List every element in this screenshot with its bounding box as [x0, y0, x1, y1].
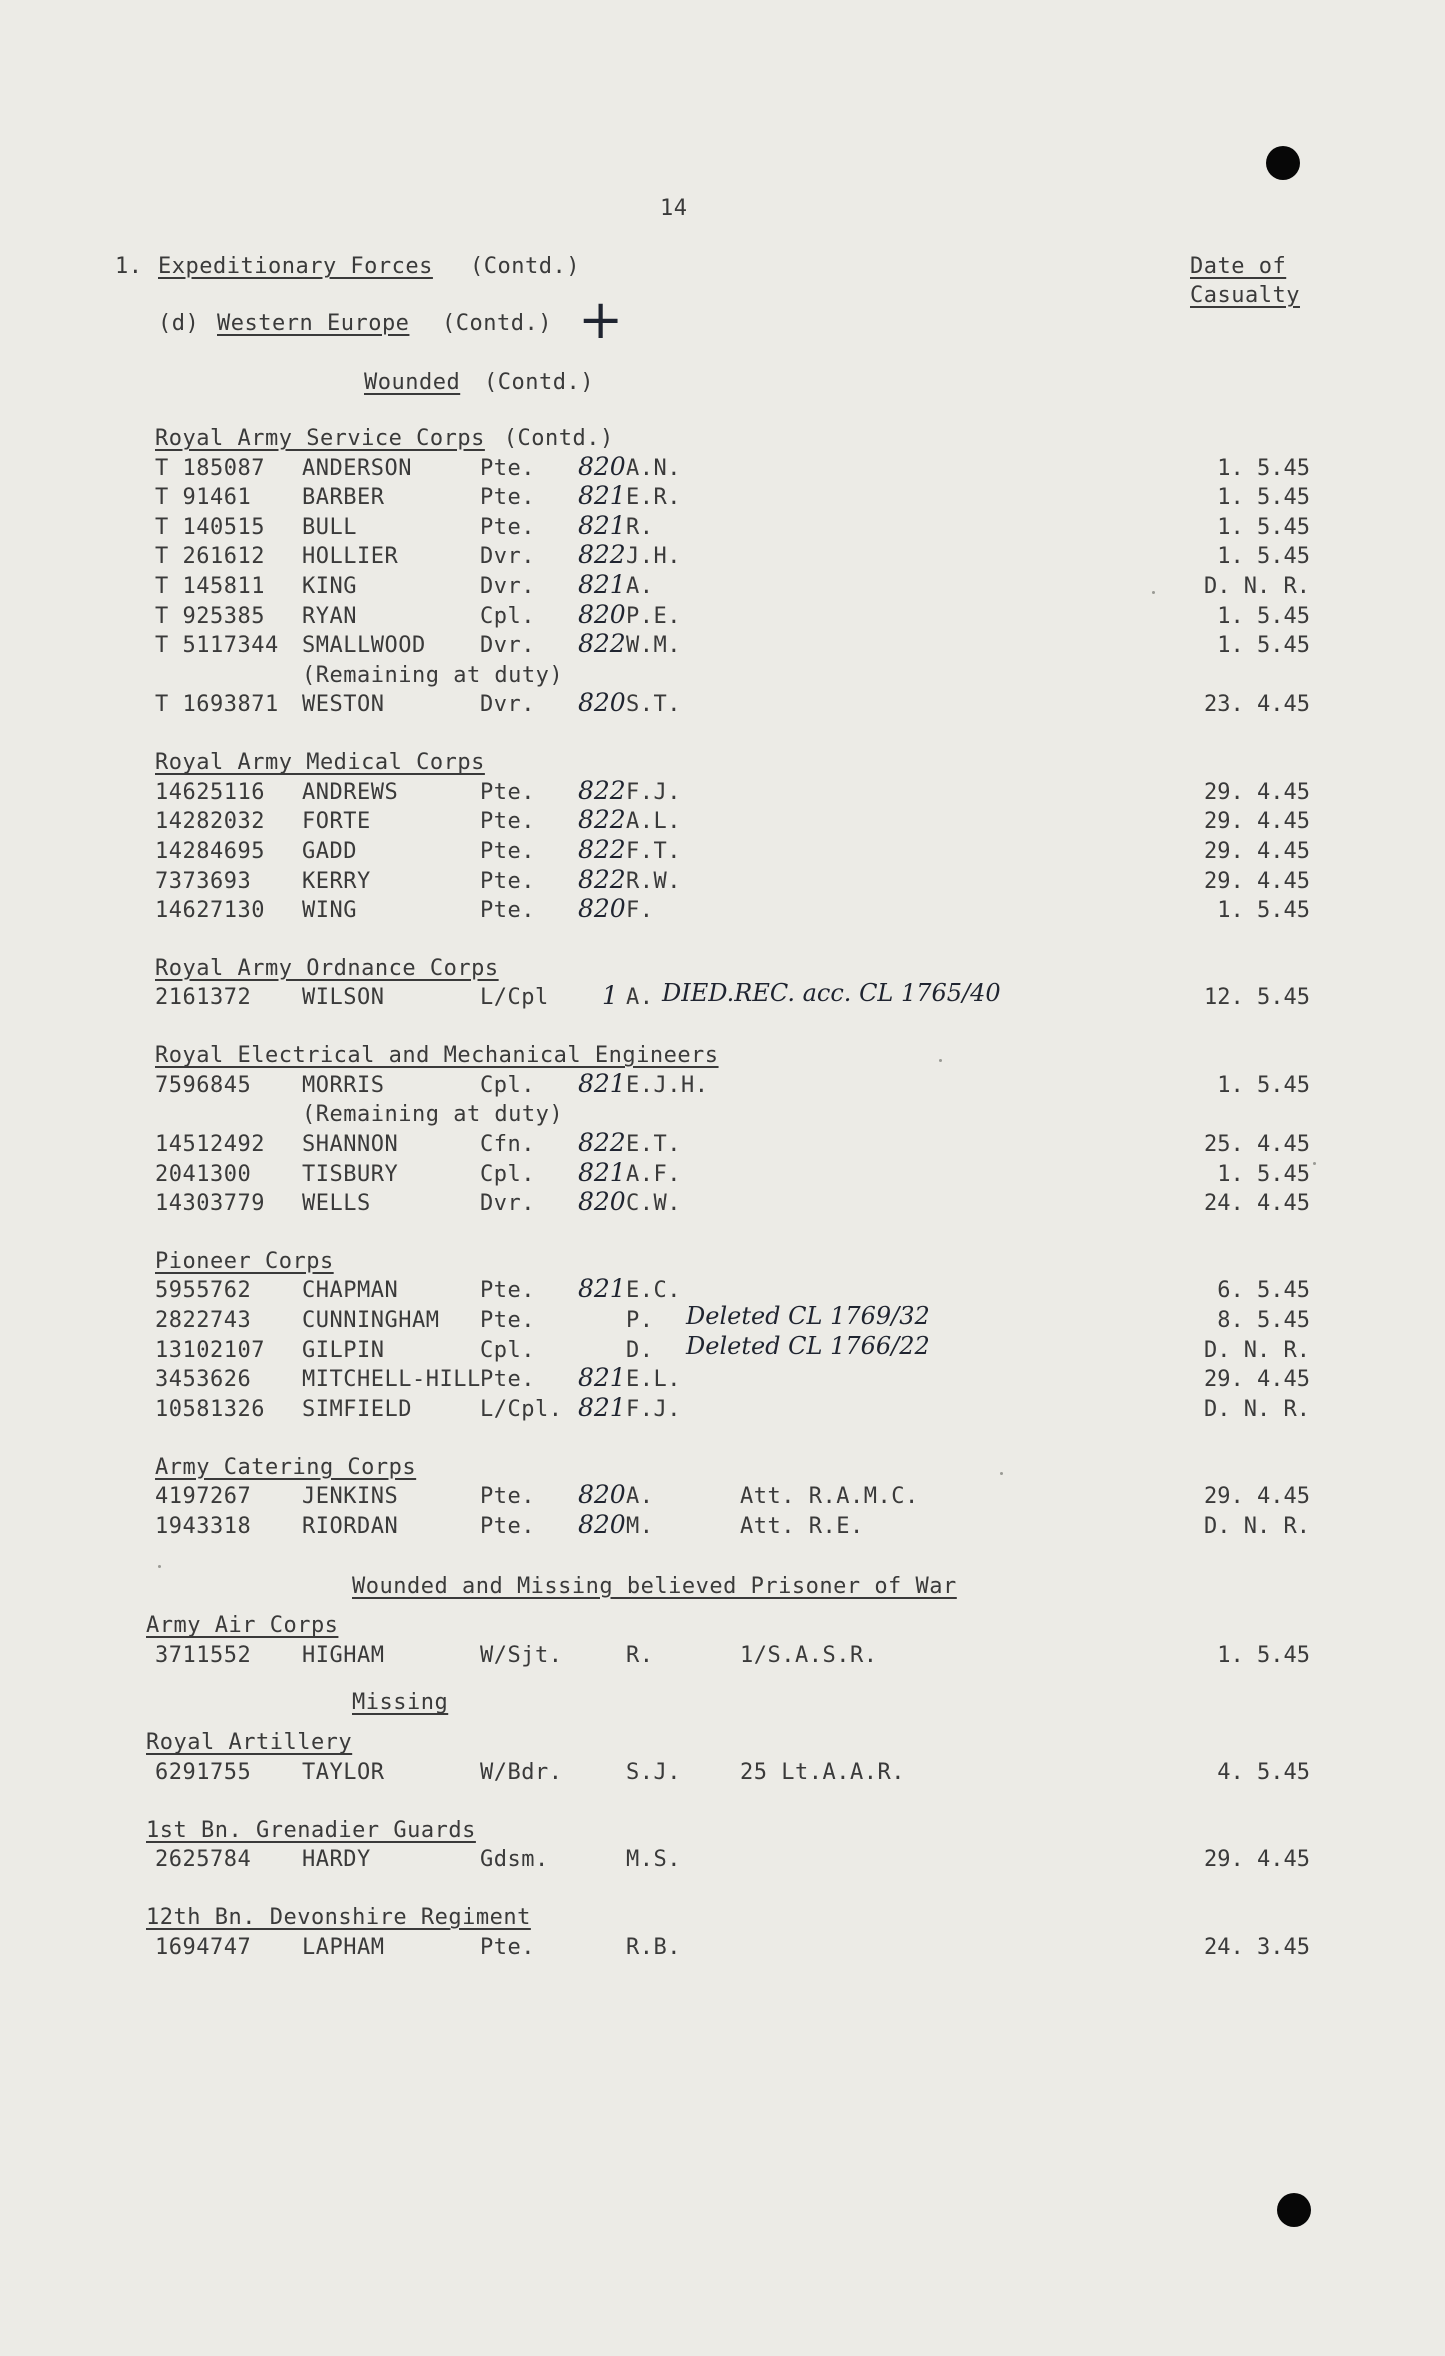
- handwritten-code: 821: [578, 1157, 626, 1187]
- speck: [939, 1059, 942, 1062]
- missing-heading: Missing: [352, 1690, 449, 1716]
- handwritten-code: 822: [578, 834, 626, 864]
- corps-heading: Army Air Corps: [146, 1613, 339, 1639]
- service-number: T 261612: [155, 544, 265, 570]
- rank: Pte.: [480, 1934, 535, 1960]
- initials: F.J.: [626, 779, 681, 805]
- casualty-date: D. N. R.: [1204, 1396, 1310, 1422]
- rank: L/Cpl: [480, 985, 549, 1011]
- casualty-name: GADD: [302, 838, 357, 864]
- casualty-date: 1. 5.45: [1217, 898, 1310, 924]
- rank: Gdsm.: [480, 1847, 549, 1873]
- handwritten-code: 820: [578, 599, 626, 629]
- rank: Pte.: [480, 485, 535, 511]
- casualty-name: TISBURY: [302, 1161, 399, 1187]
- casualty-name: SMALLWOOD: [302, 633, 426, 659]
- date-header-line2: Casualty: [1190, 283, 1300, 308]
- handwritten-code: 821: [578, 1392, 626, 1422]
- handwritten-code: 821: [578, 510, 626, 540]
- rank: W/Sjt.: [480, 1643, 563, 1669]
- service-number: 10581326: [155, 1396, 265, 1422]
- initials: E.T.: [626, 1131, 681, 1157]
- punch-hole-top: [1266, 146, 1300, 180]
- date-header-line1: Date of: [1190, 254, 1287, 279]
- handwritten-code: 822: [578, 629, 626, 659]
- corps-heading: 12th Bn. Devonshire Regiment: [146, 1905, 531, 1931]
- initials: E.L.: [626, 1367, 681, 1393]
- initials: M.S.: [626, 1847, 681, 1873]
- speck: [1313, 1162, 1316, 1165]
- service-number: 2822743: [155, 1308, 252, 1334]
- casualty-date: 29. 4.45: [1204, 809, 1310, 835]
- casualty-name: HIGHAM: [302, 1643, 385, 1669]
- handwritten-note: DIED.REC. acc. CL 1765/40: [662, 979, 1001, 1008]
- casualty-date: 1. 5.45: [1217, 1161, 1310, 1187]
- casualty-name: KING: [302, 574, 357, 599]
- casualty-name: BULL: [302, 514, 357, 540]
- service-number: 14512492: [155, 1131, 265, 1157]
- initials: A.: [626, 574, 654, 599]
- rank: Cpl.: [480, 603, 535, 629]
- casualty-name: HARDY: [302, 1847, 371, 1873]
- service-number: 1694747: [155, 1934, 252, 1960]
- initials: P.E.: [626, 603, 681, 629]
- attached-unit: 1/S.A.S.R.: [740, 1643, 878, 1669]
- initials: E.J.H.: [626, 1072, 709, 1098]
- casualty-name: WILSON: [302, 985, 385, 1011]
- service-number: T 925385: [155, 603, 265, 629]
- service-number: 2161372: [155, 985, 252, 1011]
- service-number: 1943318: [155, 1513, 252, 1539]
- service-number: 13102107: [155, 1337, 265, 1363]
- casualty-date: 4. 5.45: [1217, 1760, 1310, 1785]
- handwritten-code: 820: [578, 1187, 626, 1217]
- handwritten-code: 822: [578, 540, 626, 570]
- rank: Pte.: [480, 455, 535, 481]
- casualty-date: 1. 5.45: [1217, 633, 1310, 659]
- initials: M.: [626, 1513, 654, 1539]
- casualty-name: KERRY: [302, 868, 371, 894]
- rank: Cpl.: [480, 1337, 535, 1363]
- service-number: 6291755: [155, 1760, 252, 1785]
- service-number: 14282032: [155, 809, 265, 835]
- initials: J.H.: [626, 544, 681, 570]
- initials: R.: [626, 1643, 654, 1669]
- handwritten-code: 821: [578, 1363, 626, 1393]
- speck: [1152, 591, 1155, 594]
- corps-heading: Royal Electrical and Mechanical Engineers: [155, 1043, 719, 1069]
- handwritten-code: 820: [578, 1509, 626, 1539]
- casualty-date: 29. 4.45: [1204, 1367, 1310, 1393]
- speck: [158, 1565, 161, 1568]
- casualty-date: 29. 4.45: [1204, 868, 1310, 894]
- service-number: 5955762: [155, 1278, 252, 1304]
- remaining-note: (Remaining at duty): [302, 1102, 564, 1128]
- rank: Pte.: [480, 1308, 535, 1334]
- subsection-title: Western Europe: [217, 311, 410, 336]
- rank: Dvr.: [480, 1191, 535, 1217]
- casualty-name: GILPIN: [302, 1337, 385, 1363]
- attached-unit: Att. R.E.: [740, 1513, 864, 1539]
- service-number: T 145811: [155, 574, 265, 599]
- corps-heading: Army Catering Corps: [155, 1454, 417, 1480]
- casualty-date: 29. 4.45: [1204, 779, 1310, 805]
- casualty-name: JENKINS: [302, 1484, 399, 1510]
- casualty-date: 29. 4.45: [1204, 1484, 1310, 1510]
- initials: S.T.: [626, 692, 681, 718]
- casualty-name: CUNNINGHAM: [302, 1308, 440, 1334]
- section-contd: (Contd.): [470, 254, 580, 279]
- wounded-heading: Wounded: [364, 370, 461, 395]
- casualty-name: RYAN: [302, 603, 357, 629]
- service-number: 14627130: [155, 898, 265, 924]
- rank: Pte.: [480, 1484, 535, 1510]
- handwritten-code: 820: [578, 1480, 626, 1510]
- rank: Pte.: [480, 809, 535, 835]
- casualty-date: 23. 4.45: [1204, 692, 1310, 718]
- casualty-name: BARBER: [302, 485, 385, 511]
- rank: Pte.: [480, 514, 535, 540]
- section-number: 1.: [115, 254, 143, 279]
- initials: A.L.: [626, 809, 681, 835]
- rank: Cfn.: [480, 1131, 535, 1157]
- service-number: 14284695: [155, 838, 265, 864]
- initials: A.: [626, 985, 654, 1011]
- corps-heading: Royal Artillery: [146, 1730, 353, 1756]
- initials: A.N.: [626, 455, 681, 481]
- service-number: 7596845: [155, 1072, 252, 1098]
- handwritten-code: 820: [578, 688, 626, 718]
- service-number: T 1693871: [155, 692, 279, 718]
- initials: S.J.: [626, 1760, 681, 1785]
- initials: E.R.: [626, 485, 681, 511]
- handwritten-code: 822: [578, 805, 626, 835]
- service-number: 3711552: [155, 1643, 252, 1669]
- remaining-note: (Remaining at duty): [302, 662, 564, 688]
- initials: A.: [626, 1484, 654, 1510]
- casualty-date: 24. 4.45: [1204, 1191, 1310, 1217]
- attached-unit: 25 Lt.A.A.R.: [740, 1760, 905, 1785]
- initials: F.T.: [626, 838, 681, 864]
- rank: Pte.: [480, 1278, 535, 1304]
- wmbpow-heading: Wounded and Missing believed Prisoner of War: [352, 1573, 957, 1599]
- casualty-date: 12. 5.45: [1204, 985, 1310, 1011]
- handwritten-code: 821: [578, 570, 626, 599]
- page-number: 14: [660, 196, 688, 221]
- casualty-name: WESTON: [302, 692, 385, 718]
- casualty-date: 1. 5.45: [1217, 455, 1310, 481]
- service-number: T 185087: [155, 455, 265, 481]
- handwritten-code: 1: [602, 981, 618, 1011]
- section-title: Expeditionary Forces: [158, 254, 433, 279]
- service-number: 2625784: [155, 1847, 252, 1873]
- initials: F.: [626, 898, 654, 924]
- handwritten-note: Deleted CL 1769/32: [686, 1302, 930, 1331]
- casualty-date: D. N. R.: [1204, 574, 1310, 599]
- casualty-name: TAYLOR: [302, 1760, 385, 1785]
- corps-heading: Royal Army Service Corps: [155, 426, 485, 451]
- rank: Pte.: [480, 1367, 535, 1393]
- casualty-name: HOLLIER: [302, 544, 399, 570]
- service-number: 3453626: [155, 1367, 252, 1393]
- initials: C.W.: [626, 1191, 681, 1217]
- initials: D.: [626, 1337, 654, 1363]
- handwritten-code: 820: [578, 894, 626, 924]
- rank: Dvr.: [480, 633, 535, 659]
- handwritten-code: 820: [578, 451, 626, 481]
- initials: R.: [626, 514, 654, 540]
- casualty-name: SHANNON: [302, 1131, 399, 1157]
- rank: Pte.: [480, 779, 535, 805]
- service-number: 4197267: [155, 1484, 252, 1510]
- rank: Dvr.: [480, 544, 535, 570]
- service-number: 14625116: [155, 779, 265, 805]
- service-number: 14303779: [155, 1191, 265, 1217]
- rank: Pte.: [480, 838, 535, 864]
- casualty-date: 6. 5.45: [1217, 1278, 1310, 1304]
- casualty-date: D. N. R.: [1204, 1513, 1310, 1539]
- speck: [1000, 1472, 1003, 1475]
- casualty-name: ANDERSON: [302, 455, 412, 481]
- corps-heading-contd: (Contd.): [503, 426, 614, 451]
- rank: Dvr.: [480, 574, 535, 599]
- rank: L/Cpl.: [480, 1396, 563, 1422]
- service-number: T 91461: [155, 485, 252, 511]
- casualty-date: 29. 4.45: [1204, 1847, 1310, 1873]
- initials: R.B.: [626, 1934, 681, 1960]
- initials: E.C.: [626, 1278, 681, 1304]
- casualty-date: 1. 5.45: [1217, 1072, 1310, 1098]
- service-number: 2041300: [155, 1161, 252, 1187]
- initials: R.W.: [626, 868, 681, 894]
- casualty-name: MITCHELL-HILL: [302, 1367, 481, 1393]
- casualty-name: WING: [302, 898, 357, 924]
- service-number: T 140515: [155, 514, 265, 540]
- rank: Pte.: [480, 898, 535, 924]
- casualty-name: MORRIS: [302, 1072, 385, 1098]
- casualty-date: 25. 4.45: [1204, 1131, 1310, 1157]
- casualty-date: 8. 5.45: [1217, 1308, 1310, 1334]
- casualty-name: FORTE: [302, 809, 371, 835]
- casualty-date: 24. 3.45: [1204, 1934, 1310, 1960]
- casualty-date: 29. 4.45: [1204, 838, 1310, 864]
- subsection-contd: (Contd.): [442, 311, 552, 336]
- initials: W.M.: [626, 633, 681, 659]
- casualty-date: 1. 5.45: [1217, 485, 1310, 511]
- punch-hole-bottom: [1277, 2193, 1311, 2227]
- initials: F.J.: [626, 1396, 681, 1422]
- casualty-name: CHAPMAN: [302, 1278, 399, 1304]
- handwritten-note: Deleted CL 1766/22: [686, 1331, 930, 1360]
- casualty-name: WELLS: [302, 1191, 371, 1217]
- handwritten-code: 821: [578, 481, 626, 511]
- subsection-prefix: (d): [158, 311, 200, 336]
- corps-heading: Pioneer Corps: [155, 1248, 334, 1274]
- handwritten-code: 822: [578, 1127, 626, 1157]
- service-number: T 5117344: [155, 633, 279, 659]
- rank: Cpl.: [480, 1161, 535, 1187]
- rank: W/Bdr.: [480, 1760, 563, 1785]
- corps-heading: Royal Army Medical Corps: [155, 750, 485, 776]
- rank: Pte.: [480, 868, 535, 894]
- casualty-name: SIMFIELD: [302, 1396, 412, 1422]
- casualty-name: LAPHAM: [302, 1934, 385, 1960]
- casualty-date: 1. 5.45: [1217, 544, 1310, 570]
- initials: P.: [626, 1308, 654, 1334]
- casualty-name: ANDREWS: [302, 779, 399, 805]
- handwritten-cross: +: [578, 288, 624, 351]
- service-number: 7373693: [155, 868, 252, 894]
- rank: Dvr.: [480, 692, 535, 718]
- handwritten-code: 821: [578, 1274, 626, 1304]
- rank: Pte.: [480, 1513, 535, 1539]
- attached-unit: Att. R.A.M.C.: [740, 1484, 919, 1510]
- casualty-name: RIORDAN: [302, 1513, 399, 1539]
- wounded-contd: (Contd.): [484, 370, 594, 395]
- rank: Cpl.: [480, 1072, 535, 1098]
- casualty-date: 1. 5.45: [1217, 514, 1310, 540]
- corps-heading: 1st Bn. Grenadier Guards: [146, 1817, 476, 1843]
- handwritten-code: 821: [578, 1068, 626, 1098]
- corps-heading: Royal Army Ordnance Corps: [155, 955, 499, 981]
- casualty-date: 1. 5.45: [1217, 603, 1310, 629]
- handwritten-code: 822: [578, 775, 626, 805]
- casualty-date: D. N. R.: [1204, 1337, 1310, 1363]
- casualty-date: 1. 5.45: [1217, 1643, 1310, 1669]
- handwritten-code: 822: [578, 864, 626, 894]
- initials: A.F.: [626, 1161, 681, 1187]
